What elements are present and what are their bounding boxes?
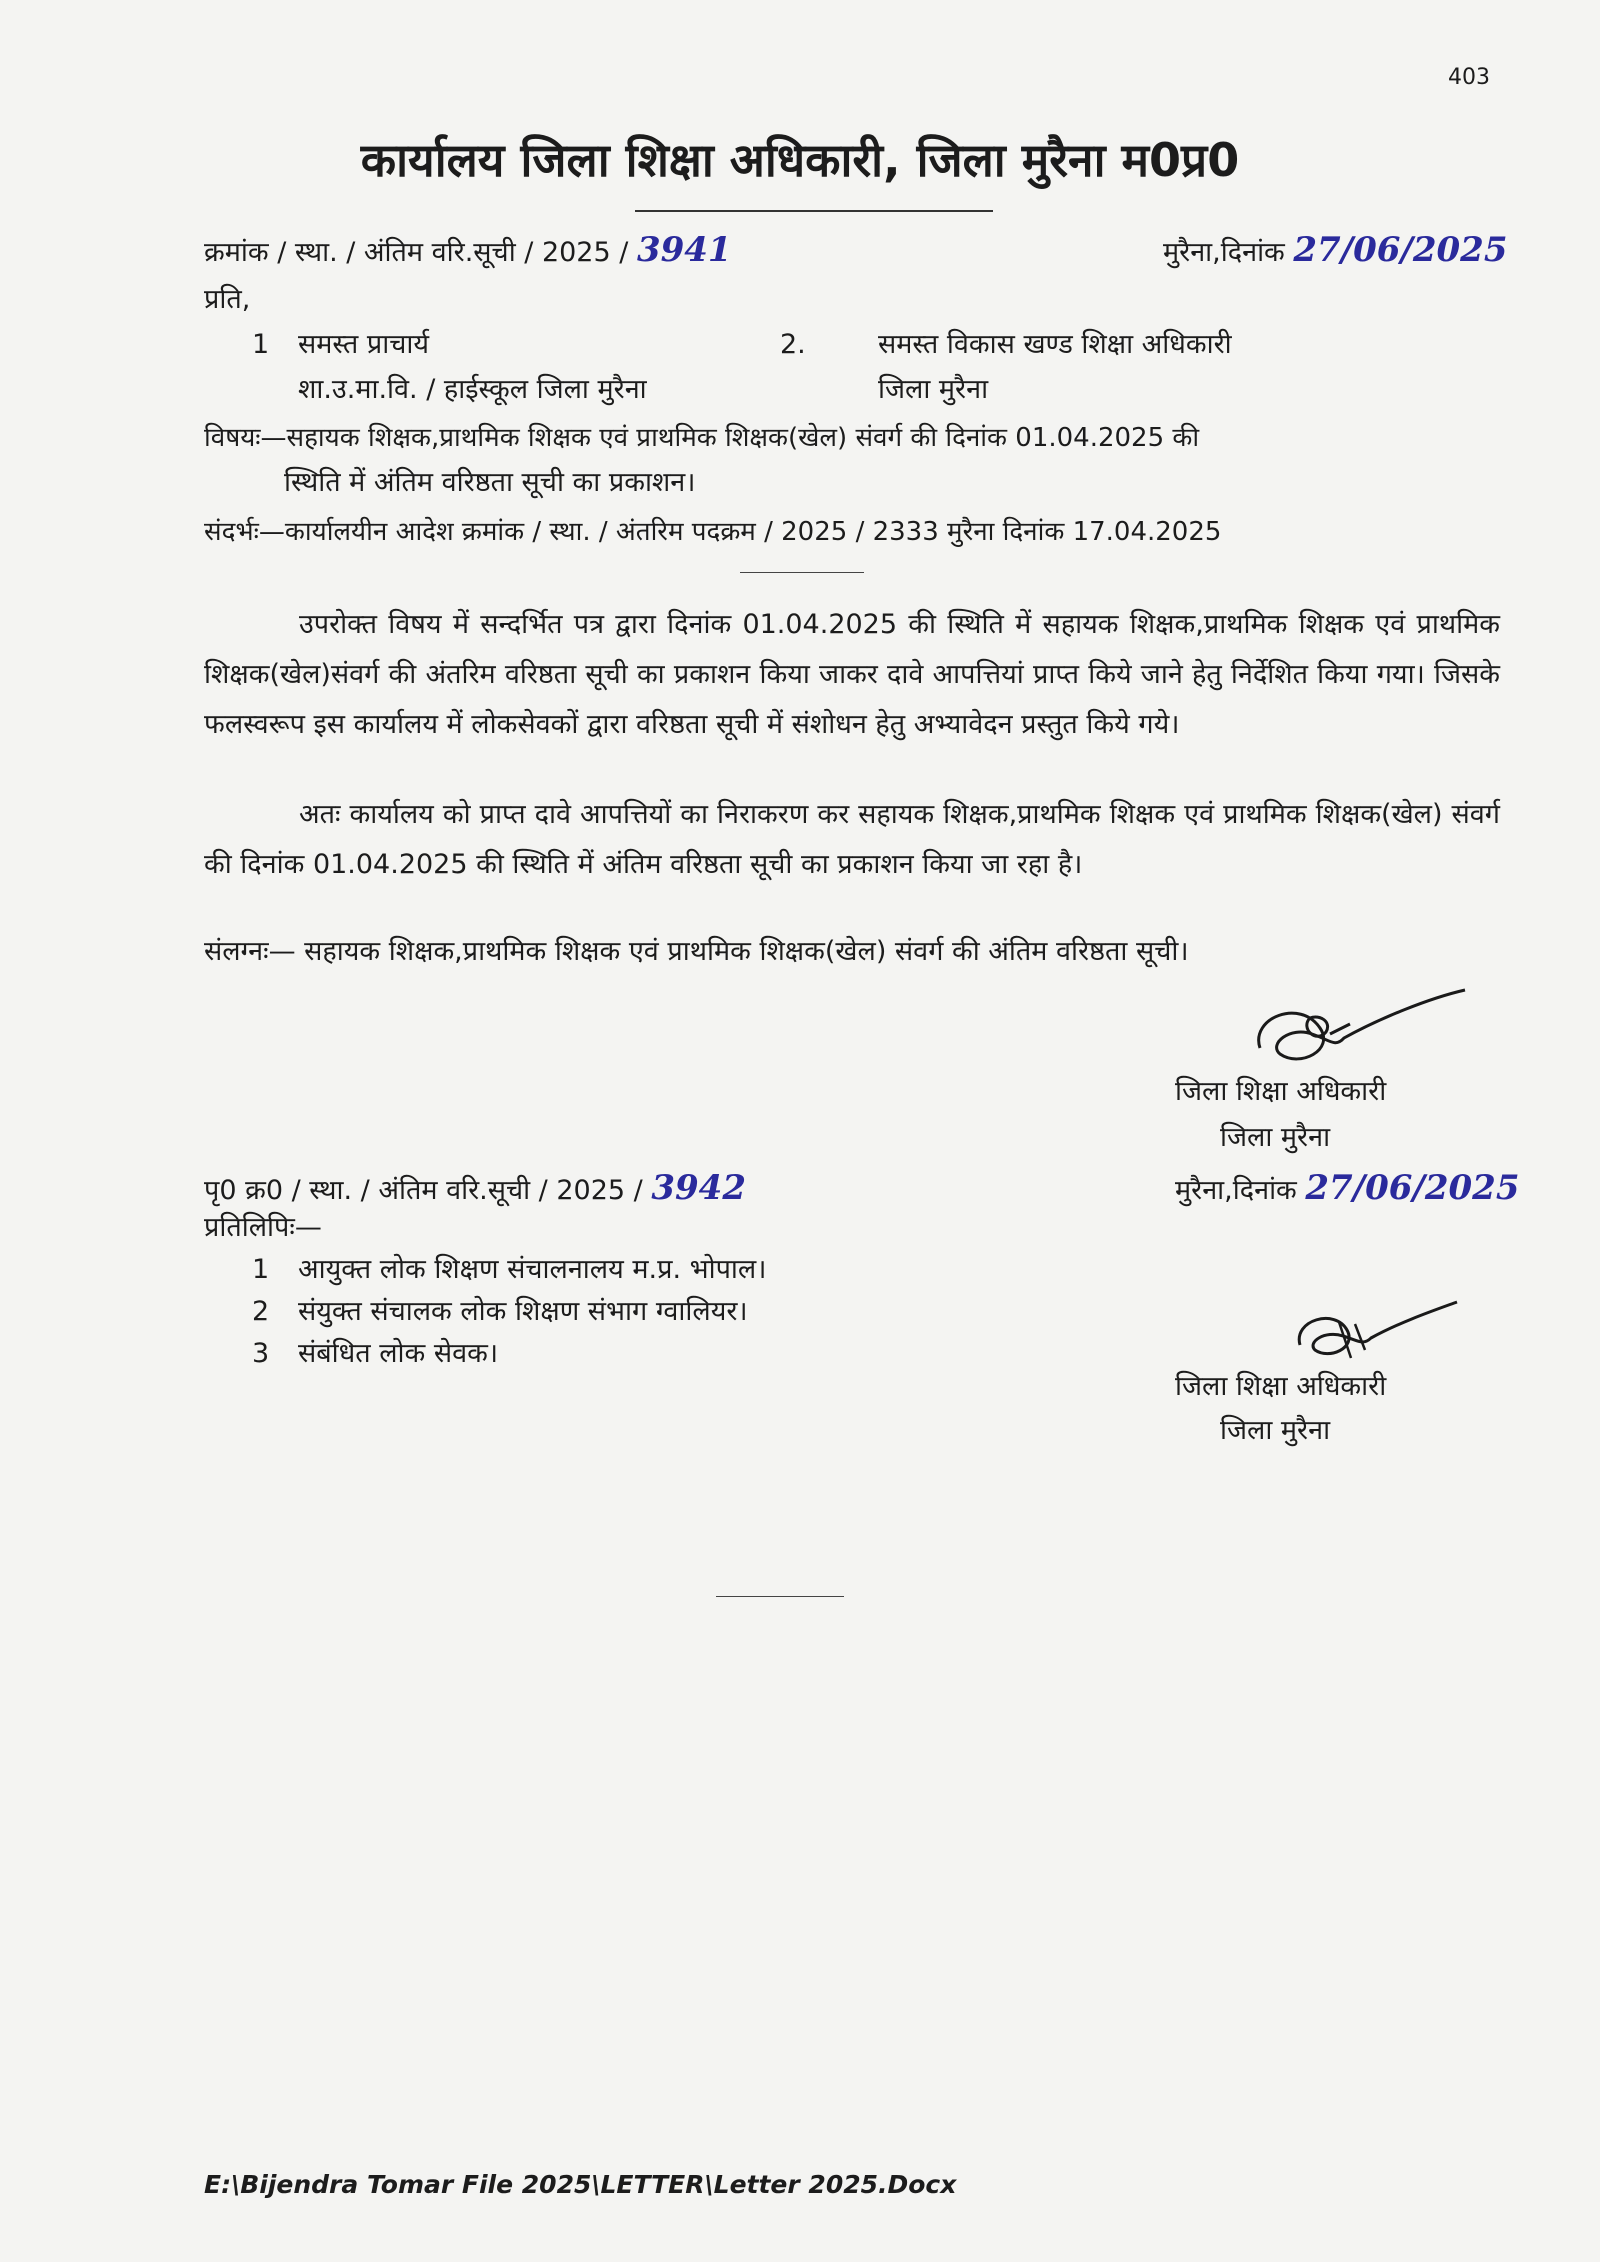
- page-number: 403: [1448, 65, 1490, 90]
- reference-underline: [740, 572, 864, 573]
- recipient-1-line1: समस्त प्राचार्य: [298, 329, 430, 360]
- reference-line: संदर्भः—कार्यालयीन आदेश क्रमांक / स्था. / अंतरिम पदक्रम / 2025 / 2333 मुरैना दिनांक 17.04.2025: [204, 517, 1222, 547]
- ref-date: [1163, 230, 1507, 273]
- subject-line2: स्थिति में अंतिम वरिष्ठता सूची का प्रकाशन।: [284, 467, 696, 498]
- title-underline: [635, 210, 993, 212]
- copy-ref-line: [204, 1168, 746, 1211]
- copy-ref-date-prefix: मुरैना,दिनांक: [1175, 1175, 1297, 1206]
- footer-file-path: E:\Bijendra Tomar File 2025\LETTER\Letter 2025.Docx: [204, 2170, 957, 2199]
- copy-3-text: संबंधित लोक सेवक।: [298, 1338, 499, 1369]
- copy-1-num: 1: [252, 1254, 270, 1285]
- ref-number-handwritten: 3941: [636, 230, 732, 270]
- copy-ref-number-handwritten: 3942: [651, 1168, 746, 1208]
- ref-prefix: क्रमांक / स्था. / अंतिम वरि.सूची / 2025 /: [204, 237, 629, 268]
- recipient-1-line2: शा.उ.मा.वि. / हाईस्कूल जिला मुरैना: [298, 374, 647, 405]
- subject-line1: विषयः—सहायक शिक्षक,प्राथमिक शिक्षक एवं प्राथमिक शिक्षक(खेल) संवर्ग की दिनांक 01.04.2025 की: [204, 423, 1200, 453]
- signature-1-place: जिला मुरैना: [1220, 1122, 1331, 1153]
- copy-1-text: आयुक्त लोक शिक्षण संचालनालय म.प्र. भोपाल।: [298, 1254, 767, 1285]
- ref-date-prefix: मुरैना,दिनांक: [1163, 237, 1285, 268]
- ref-line: [204, 230, 732, 273]
- page-title: कार्यालय जिला शिक्षा अधिकारी, जिला मुरैना म0प्र0: [360, 133, 1240, 187]
- copy-3-num: 3: [252, 1338, 270, 1369]
- copy-ref-date: [1175, 1168, 1519, 1211]
- body-paragraph-2: अतः कार्यालय को प्राप्त दावे आपत्तियों का निराकरण कर सहायक शिक्षक,प्राथमिक शिक्षक एवं प्राथमिक शिक्षक(खेल) संवर्ग की दिनांक 01.04.2025 की स्थिति में अंतिम वरिष्ठता सूची का प्रकाशन किया जा रहा है।: [204, 799, 1500, 880]
- copy-2-num: 2: [252, 1296, 270, 1327]
- end-divider: [716, 1596, 844, 1597]
- copy-ref-prefix: पृ0 क्र0 / स्था. / अंतिम वरि.सूची / 2025 /: [204, 1175, 643, 1206]
- signature-1-designation: जिला शिक्षा अधिकारी: [1175, 1076, 1387, 1107]
- to-label: प्रति,: [204, 284, 251, 315]
- recipient-2-line2: जिला मुरैना: [878, 374, 989, 405]
- copy-label: प्रतिलिपिः—: [204, 1212, 322, 1243]
- copy-ref-date-handwritten: 27/06/2025: [1305, 1168, 1520, 1208]
- ref-date-handwritten: 27/06/2025: [1293, 230, 1508, 270]
- signature-2-place: जिला मुरैना: [1220, 1415, 1331, 1446]
- recipient-2-num: 2.: [780, 329, 806, 360]
- enclosure-line: संलग्नः— सहायक शिक्षक,प्राथमिक शिक्षक एवं प्राथमिक शिक्षक(खेल) संवर्ग की अंतिम वरिष्ठता सूची।: [204, 936, 1189, 967]
- recipient-2-line1: समस्त विकास खण्ड शिक्षा अधिकारी: [878, 329, 1232, 360]
- recipient-1-num: 1: [252, 329, 270, 360]
- body-paragraph-1: उपरोक्त विषय में सन्दर्भित पत्र द्वारा दिनांक 01.04.2025 की स्थिति में सहायक शिक्षक,प्राथमिक शिक्षक एवं प्राथमिक शिक्षक(खेल)संवर्ग की अंतरिम वरिष्ठता सूची का प्रकाशन किया जाकर दावे आपत्तियां प्राप्त किये जाने हेतु निर्देशित किया गया। जिसके फलस्वरूप इस कार्यालय में लोकसेवकों द्वारा वरिष्ठता सूची में संशोधन हेतु अभ्यावेदन प्रस्तुत किये गये।: [204, 609, 1500, 740]
- copy-2-text: संयुक्त संचालक लोक शिक्षण संभाग ग्वालियर।: [298, 1296, 748, 1327]
- signature-2-designation: जिला शिक्षा अधिकारी: [1175, 1371, 1387, 1402]
